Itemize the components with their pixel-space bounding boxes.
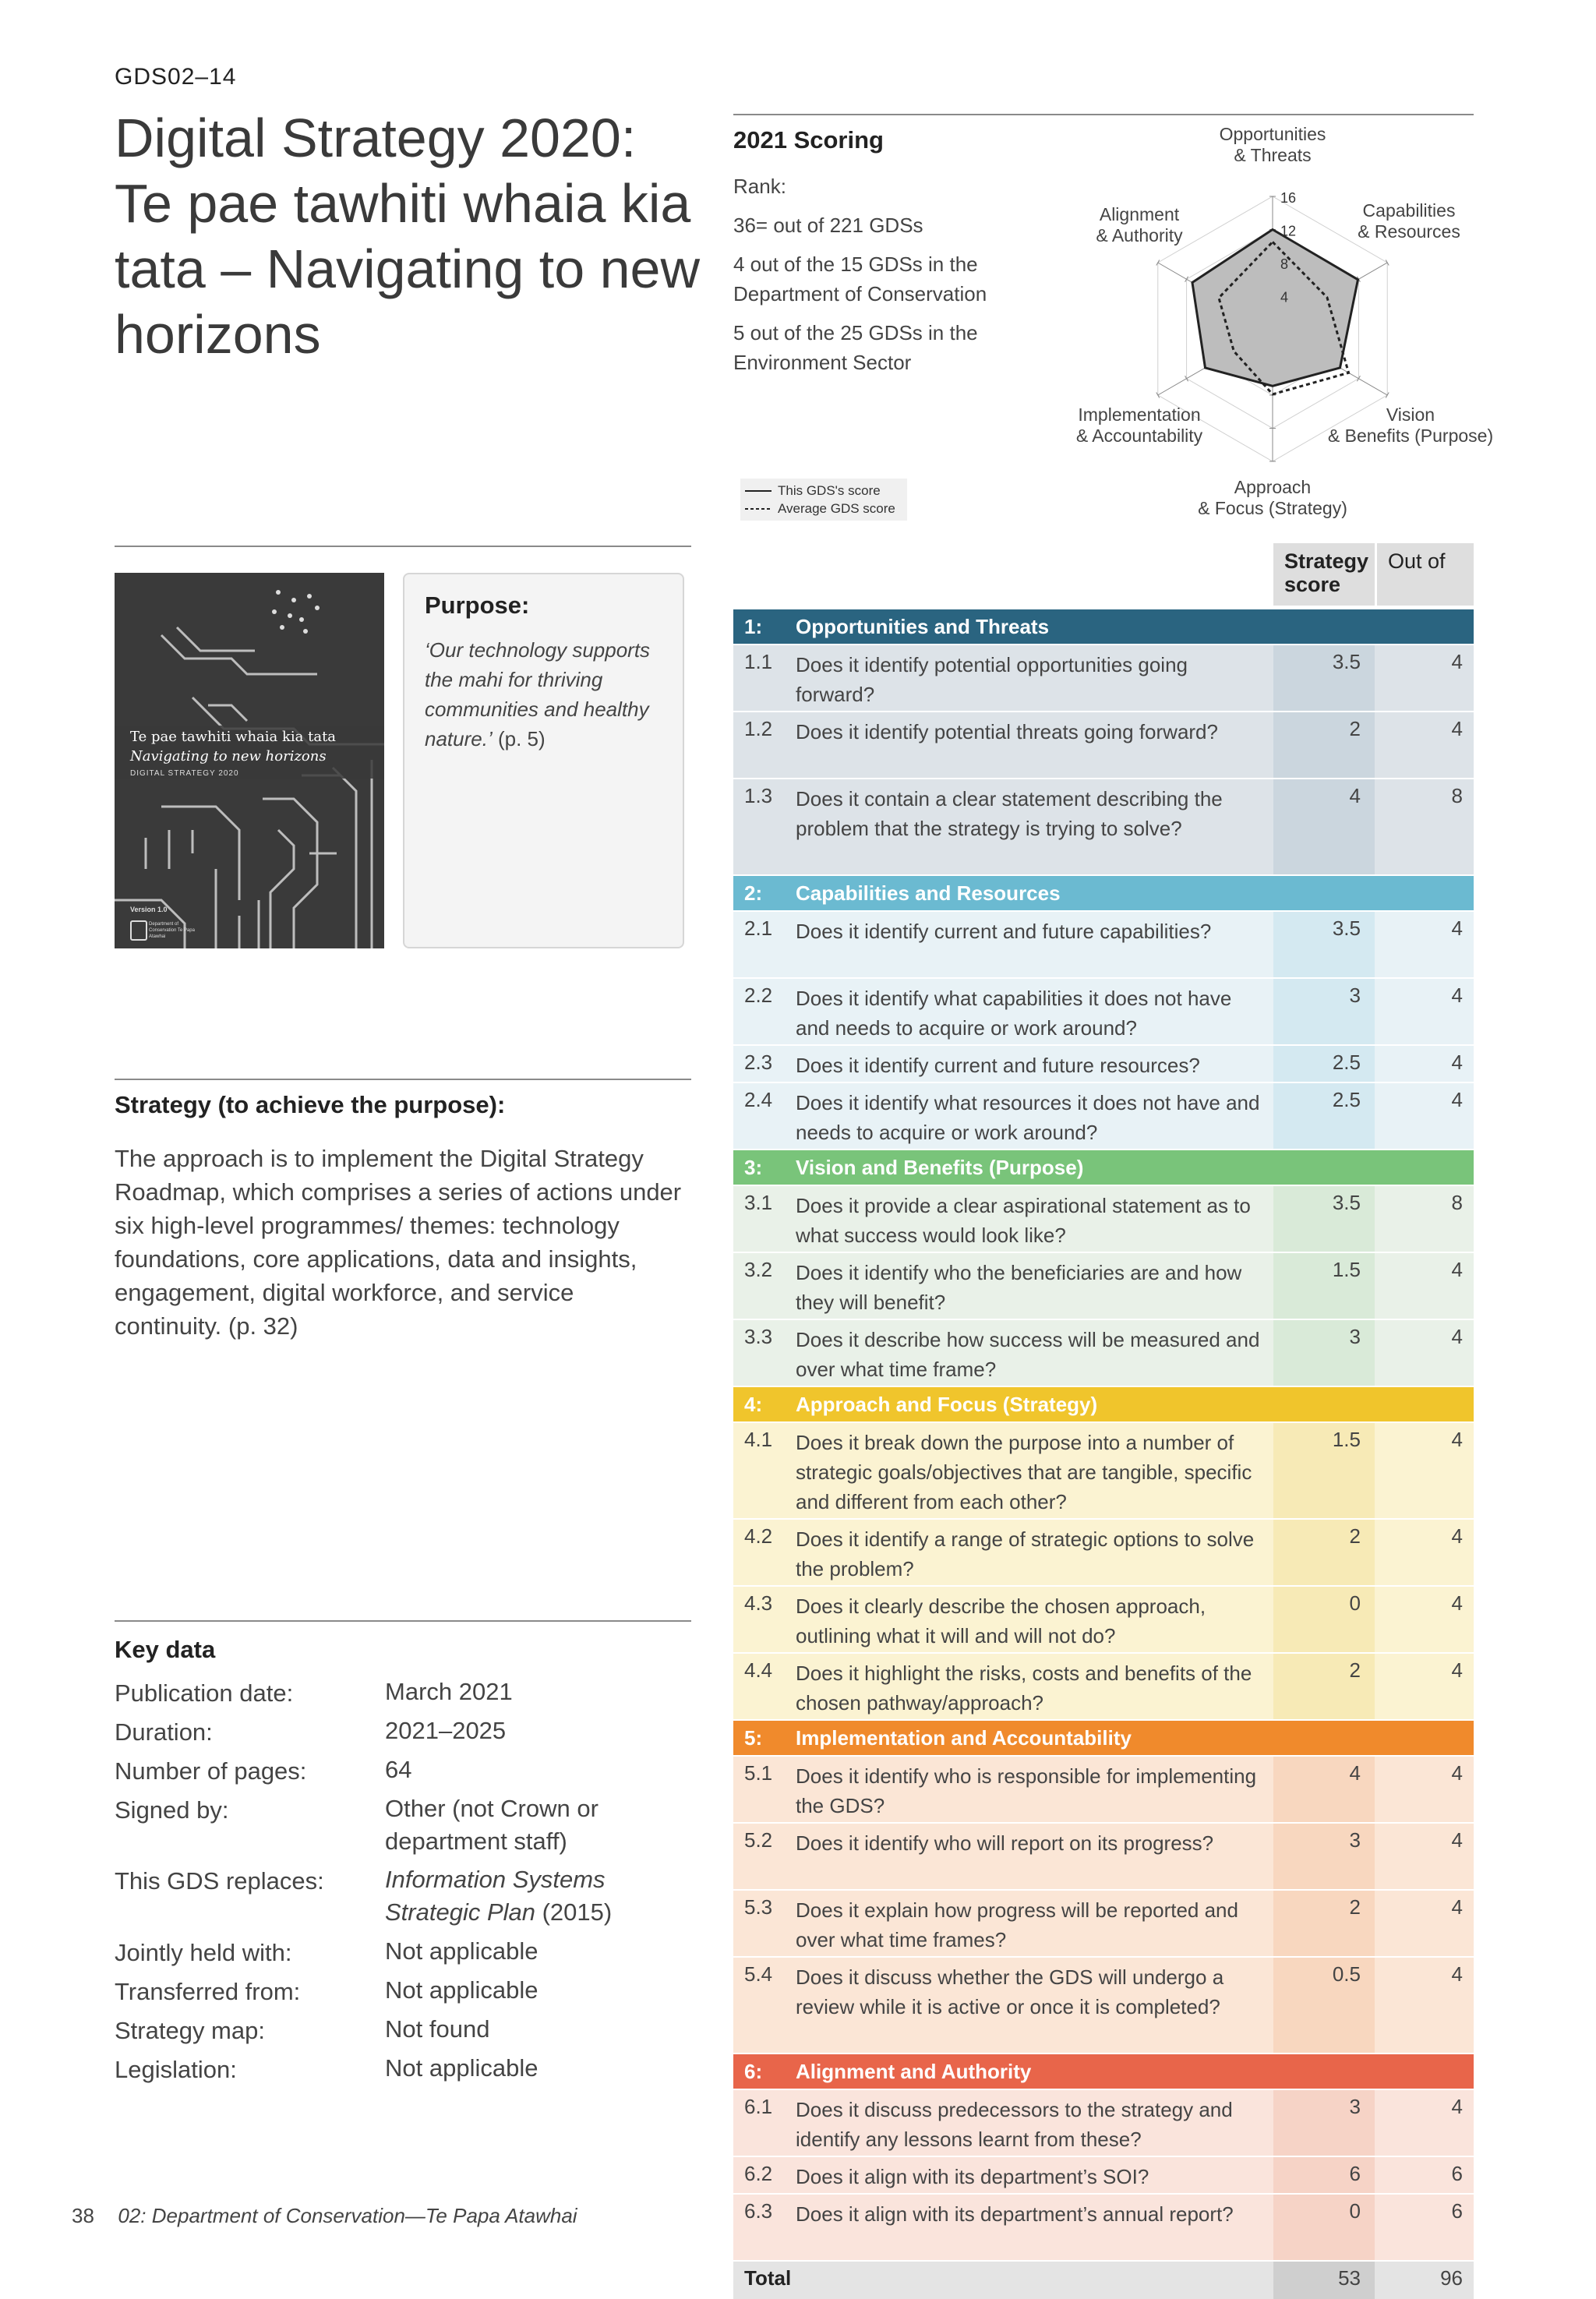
radar-axis-label: Vision & Benefits (Purpose) <box>1327 404 1494 446</box>
key-data-value: Not applicable <box>385 2054 538 2082</box>
radar-tick-label: 12 <box>1280 223 1297 239</box>
strategy-text: The approach is to implement the Digital Strategy Roadmap, which comprises a series of actions under six high-level programmes/ themes: technology foundations, core applications, data and insights, engagement, digital workforce, and service continuity. (p. 32) <box>115 1145 682 1340</box>
key-data-value: Not applicable <box>385 1976 538 2004</box>
category-title: Alignment and Authority <box>796 2060 1032 2083</box>
cover-version: Version 1.0 <box>130 906 168 913</box>
row-score: 2 <box>1273 1891 1375 1958</box>
row-out-of: 4 <box>1451 1895 1463 1919</box>
row-score: 3 <box>1273 979 1375 1046</box>
key-data-label: Publication date: <box>115 1679 294 1707</box>
purpose-text <box>425 635 674 754</box>
total-out-of: 96 <box>1440 2266 1463 2290</box>
row-number: 5.2 <box>744 1828 773 1852</box>
legend-this-label: This GDS's score <box>778 483 881 498</box>
total-row <box>733 2262 1474 2299</box>
table-row <box>733 1046 1474 1083</box>
cover-image <box>115 573 384 948</box>
rank-sector: 5 out of the 25 GDSs in the Environment Sector <box>733 321 978 374</box>
row-question: Does it identify what resources it does not have and needs to acquire or work around? <box>796 1091 1260 1144</box>
row-question: Does it contain a clear statement describing the problem that the strategy is trying to solve? <box>796 787 1223 840</box>
page-number: 38 <box>72 2204 94 2227</box>
table-row <box>733 1654 1474 1721</box>
row-out-of: 4 <box>1451 2095 1463 2118</box>
row-score: 4 <box>1273 779 1375 876</box>
row-number: 2.2 <box>744 984 773 1007</box>
replaces-title: Information Systems Strategic Plan <box>385 1866 606 1926</box>
key-data-value: 64 <box>385 1756 412 1783</box>
row-out-of: 4 <box>1451 1258 1463 1281</box>
radar-tick-label: 4 <box>1280 289 1289 305</box>
table-row <box>733 1757 1474 1824</box>
table-row <box>733 912 1474 979</box>
row-out-of: 4 <box>1451 1428 1463 1451</box>
category-header <box>733 1387 1474 1421</box>
category-title: Approach and Focus (Strategy) <box>796 1393 1098 1416</box>
row-out-of: 8 <box>1451 1191 1463 1214</box>
row-score: 1.5 <box>1273 1253 1375 1320</box>
table-row <box>733 1320 1474 1387</box>
total-score: 53 <box>1273 2262 1375 2299</box>
row-question: Does it identify potential opportunities going forward? <box>796 653 1188 706</box>
row-number: 3.2 <box>744 1258 773 1281</box>
radar-axis-label: Implementation & Accountability <box>1075 404 1203 446</box>
row-number: 4.4 <box>744 1658 773 1682</box>
row-number: 2.1 <box>744 916 773 940</box>
row-score: 2.5 <box>1273 1046 1375 1083</box>
row-out-of: 6 <box>1451 2199 1463 2223</box>
key-data-heading: Key data <box>115 1636 216 1663</box>
replaces-year: (2015) <box>535 1898 613 1926</box>
table-row <box>733 1253 1474 1320</box>
purpose-box <box>403 573 684 948</box>
row-question: Does it describe how success will be measured and over what time frame? <box>796 1328 1260 1381</box>
category-number: 3: <box>744 1156 763 1179</box>
table-row <box>733 779 1474 876</box>
rank-label: Rank: <box>733 175 786 198</box>
legend-average-label: Average GDS score <box>778 501 895 516</box>
table-row <box>733 2195 1474 2262</box>
row-number: 3.1 <box>744 1191 773 1214</box>
row-score: 1.5 <box>1273 1423 1375 1520</box>
radar-axis-label: Opportunities & Threats <box>1219 124 1326 165</box>
table-row <box>733 2157 1474 2195</box>
radar-axis-label: Alignment & Authority <box>1096 204 1183 245</box>
doc-logo-icon <box>130 920 147 941</box>
key-data-label: Transferred from: <box>115 1978 301 2005</box>
divider <box>115 1620 691 1622</box>
category-header <box>733 876 1474 910</box>
divider <box>733 114 1474 115</box>
table-row <box>733 1423 1474 1520</box>
category-number: 6: <box>744 2060 763 2083</box>
scoring-heading: 2021 Scoring <box>733 126 884 154</box>
row-number: 4.3 <box>744 1591 773 1615</box>
page-title: Digital Strategy 2020: Te pae tawhiti whaia kia tata – Navigating to new horizons <box>115 108 701 365</box>
legend-average <box>745 501 1485 517</box>
header-out-of: Out of <box>1377 543 1474 606</box>
rank-overall: 36= out of 221 GDSs <box>733 214 923 237</box>
row-score: 0.5 <box>1273 1958 1375 2054</box>
row-score: 0 <box>1273 2195 1375 2262</box>
key-data-label: Jointly held with: <box>115 1939 292 1966</box>
radar-tick-label: 8 <box>1280 256 1289 272</box>
total-label: Total <box>744 2266 792 2290</box>
purpose-page-ref: (p. 5) <box>492 727 546 750</box>
row-number: 3.3 <box>744 1325 773 1348</box>
key-data-value: Not found <box>385 2015 490 2043</box>
row-score: 3 <box>1273 1320 1375 1387</box>
category-header <box>733 609 1474 644</box>
row-question: Does it identify current and future resources? <box>796 1054 1200 1077</box>
category-title: Implementation and Accountability <box>796 1726 1132 1750</box>
table-row <box>733 2090 1474 2157</box>
row-out-of: 4 <box>1451 916 1463 940</box>
table-row <box>733 1520 1474 1587</box>
row-score: 2 <box>1273 1520 1375 1587</box>
row-score: 3 <box>1273 1824 1375 1891</box>
legend-this <box>745 483 1485 499</box>
row-question: Does it identify current and future capabilities? <box>796 920 1212 943</box>
cover-logo-text: Department of Conservation Te Papa Atawhai <box>149 922 195 939</box>
row-number: 2.4 <box>744 1088 773 1111</box>
row-score: 2.5 <box>1273 1083 1375 1150</box>
row-score: 3.5 <box>1273 1186 1375 1253</box>
key-data-value <box>385 1863 642 1929</box>
radar-tick-label: 16 <box>1280 190 1297 206</box>
row-score: 6 <box>1273 2157 1375 2195</box>
row-out-of: 4 <box>1451 1088 1463 1111</box>
key-data-label: Number of pages: <box>115 1757 307 1785</box>
divider <box>115 546 691 547</box>
row-out-of: 4 <box>1451 650 1463 673</box>
purpose-heading: Purpose: <box>425 592 530 619</box>
radar-legend <box>740 479 907 521</box>
row-question: Does it explain how progress will be reported and over what time frames? <box>796 1898 1238 1951</box>
row-number: 1.2 <box>744 717 773 740</box>
row-score: 2 <box>1273 1654 1375 1721</box>
category-title: Opportunities and Threats <box>796 615 1050 638</box>
row-out-of: 4 <box>1451 1962 1463 1986</box>
purpose-quote: ‘Our technology supports the mahi for thriving communities and healthy nature.’ <box>425 638 651 750</box>
category-header <box>733 1150 1474 1185</box>
category-number: 4: <box>744 1393 763 1416</box>
table-row <box>733 645 1474 712</box>
key-data-value: March 2021 <box>385 1678 513 1705</box>
row-number: 2.3 <box>744 1051 773 1074</box>
key-data-value: Other (not Crown or department staff) <box>385 1795 598 1855</box>
row-number: 5.4 <box>744 1962 773 1986</box>
table-row <box>733 1587 1474 1654</box>
category-header <box>733 1721 1474 1755</box>
row-question: Does it discuss whether the GDS will undergo a review while it is active or once it is completed? <box>796 1965 1224 2018</box>
key-data-value: 2021–2025 <box>385 1717 507 1744</box>
row-question: Does it highlight the risks, costs and benefits of the chosen pathway/approach? <box>796 1662 1252 1715</box>
cover-title-line2: Navigating to new horizons <box>130 748 327 765</box>
row-out-of: 4 <box>1451 1658 1463 1682</box>
row-number: 4.2 <box>744 1524 773 1548</box>
row-out-of: 4 <box>1451 1325 1463 1348</box>
page-footer <box>72 2204 577 2228</box>
key-data-label: Signed by: <box>115 1796 229 1824</box>
radar-axis-label: Capabilities & Resources <box>1358 200 1460 242</box>
row-question: Does it align with its department’s SOI? <box>796 2165 1149 2188</box>
row-out-of: 4 <box>1451 1051 1463 1074</box>
row-out-of: 4 <box>1451 984 1463 1007</box>
row-number: 5.1 <box>744 1761 773 1785</box>
radar-series-this-gds <box>1192 230 1358 387</box>
row-number: 4.1 <box>744 1428 773 1451</box>
row-question: Does it identify what capabilities it does not have and needs to acquire or work around? <box>796 987 1232 1040</box>
row-out-of: 8 <box>1451 784 1463 807</box>
document-code: GDS02–14 <box>115 64 237 90</box>
row-number: 5.3 <box>744 1895 773 1919</box>
row-question: Does it clearly describe the chosen approach, outlining what it will and will not do? <box>796 1594 1206 1647</box>
cover-title-line3: DIGITAL STRATEGY 2020 <box>130 769 239 778</box>
row-number: 6.2 <box>744 2162 773 2185</box>
row-number: 6.1 <box>744 2095 773 2118</box>
row-score: 3.5 <box>1273 645 1375 712</box>
row-score: 2 <box>1273 712 1375 779</box>
key-data-value: Not applicable <box>385 1937 538 1965</box>
table-row <box>733 1824 1474 1891</box>
category-title: Capabilities and Resources <box>796 881 1061 905</box>
key-data-label: This GDS replaces: <box>115 1867 324 1895</box>
row-question: Does it identify who the beneficiaries are and how they will benefit? <box>796 1261 1242 1314</box>
key-data-label: Strategy map: <box>115 2017 265 2044</box>
row-score: 4 <box>1273 1757 1375 1824</box>
category-number: 2: <box>744 881 763 905</box>
rank-department: 4 out of the 15 GDSs in the Department of Conservation <box>733 253 987 305</box>
table-row <box>733 1958 1474 2054</box>
row-out-of: 4 <box>1451 1828 1463 1852</box>
row-score: 0 <box>1273 1587 1375 1654</box>
category-header <box>733 2054 1474 2089</box>
key-data-label: Duration: <box>115 1718 213 1746</box>
row-question: Does it align with its department’s annual report? <box>796 2202 1234 2226</box>
row-out-of: 4 <box>1451 1591 1463 1615</box>
radar-axis-label: Approach & Focus (Strategy) <box>1198 477 1347 518</box>
category-number: 1: <box>744 615 763 638</box>
table-row <box>733 1186 1474 1253</box>
row-question: Does it discuss predecessors to the strategy and identify any lessons learnt from these? <box>796 2098 1233 2151</box>
row-question: Does it provide a clear aspirational statement as to what success would look like? <box>796 1194 1251 1247</box>
category-number: 5: <box>744 1726 763 1750</box>
row-question: Does it break down the purpose into a number of strategic goals/objectives that are tangible, specific and different from each other? <box>796 1431 1252 1513</box>
divider <box>115 1079 691 1080</box>
footer-section: 02: Department of Conservation—Te Papa Atawhai <box>118 2204 577 2227</box>
row-out-of: 4 <box>1451 1524 1463 1548</box>
radar-chart <box>1044 117 1512 538</box>
table-row <box>733 1083 1474 1150</box>
row-question: Does it identify who will report on its progress? <box>796 1831 1214 1855</box>
key-data-label: Legislation: <box>115 2056 237 2083</box>
strategy-heading: Strategy (to achieve the purpose): <box>115 1091 506 1118</box>
row-number: 1.1 <box>744 650 773 673</box>
category-title: Vision and Benefits (Purpose) <box>796 1156 1084 1179</box>
row-number: 1.3 <box>744 784 773 807</box>
table-row <box>733 979 1474 1046</box>
cover-title-line1: Te pae tawhiti whaia kia tata <box>130 729 337 745</box>
row-score: 3.5 <box>1273 912 1375 979</box>
row-out-of: 4 <box>1451 717 1463 740</box>
row-question: Does it identify who is responsible for implementing the GDS? <box>796 1764 1257 1817</box>
header-strategy-score: Strategy score <box>1273 543 1375 606</box>
row-out-of: 4 <box>1451 1761 1463 1785</box>
row-score: 3 <box>1273 2090 1375 2157</box>
table-row <box>733 712 1474 779</box>
row-out-of: 6 <box>1451 2162 1463 2185</box>
row-number: 6.3 <box>744 2199 773 2223</box>
table-row <box>733 1891 1474 1958</box>
row-question: Does it identify potential threats going forward? <box>796 720 1218 743</box>
row-question: Does it identify a range of strategic options to solve the problem? <box>796 1527 1255 1580</box>
